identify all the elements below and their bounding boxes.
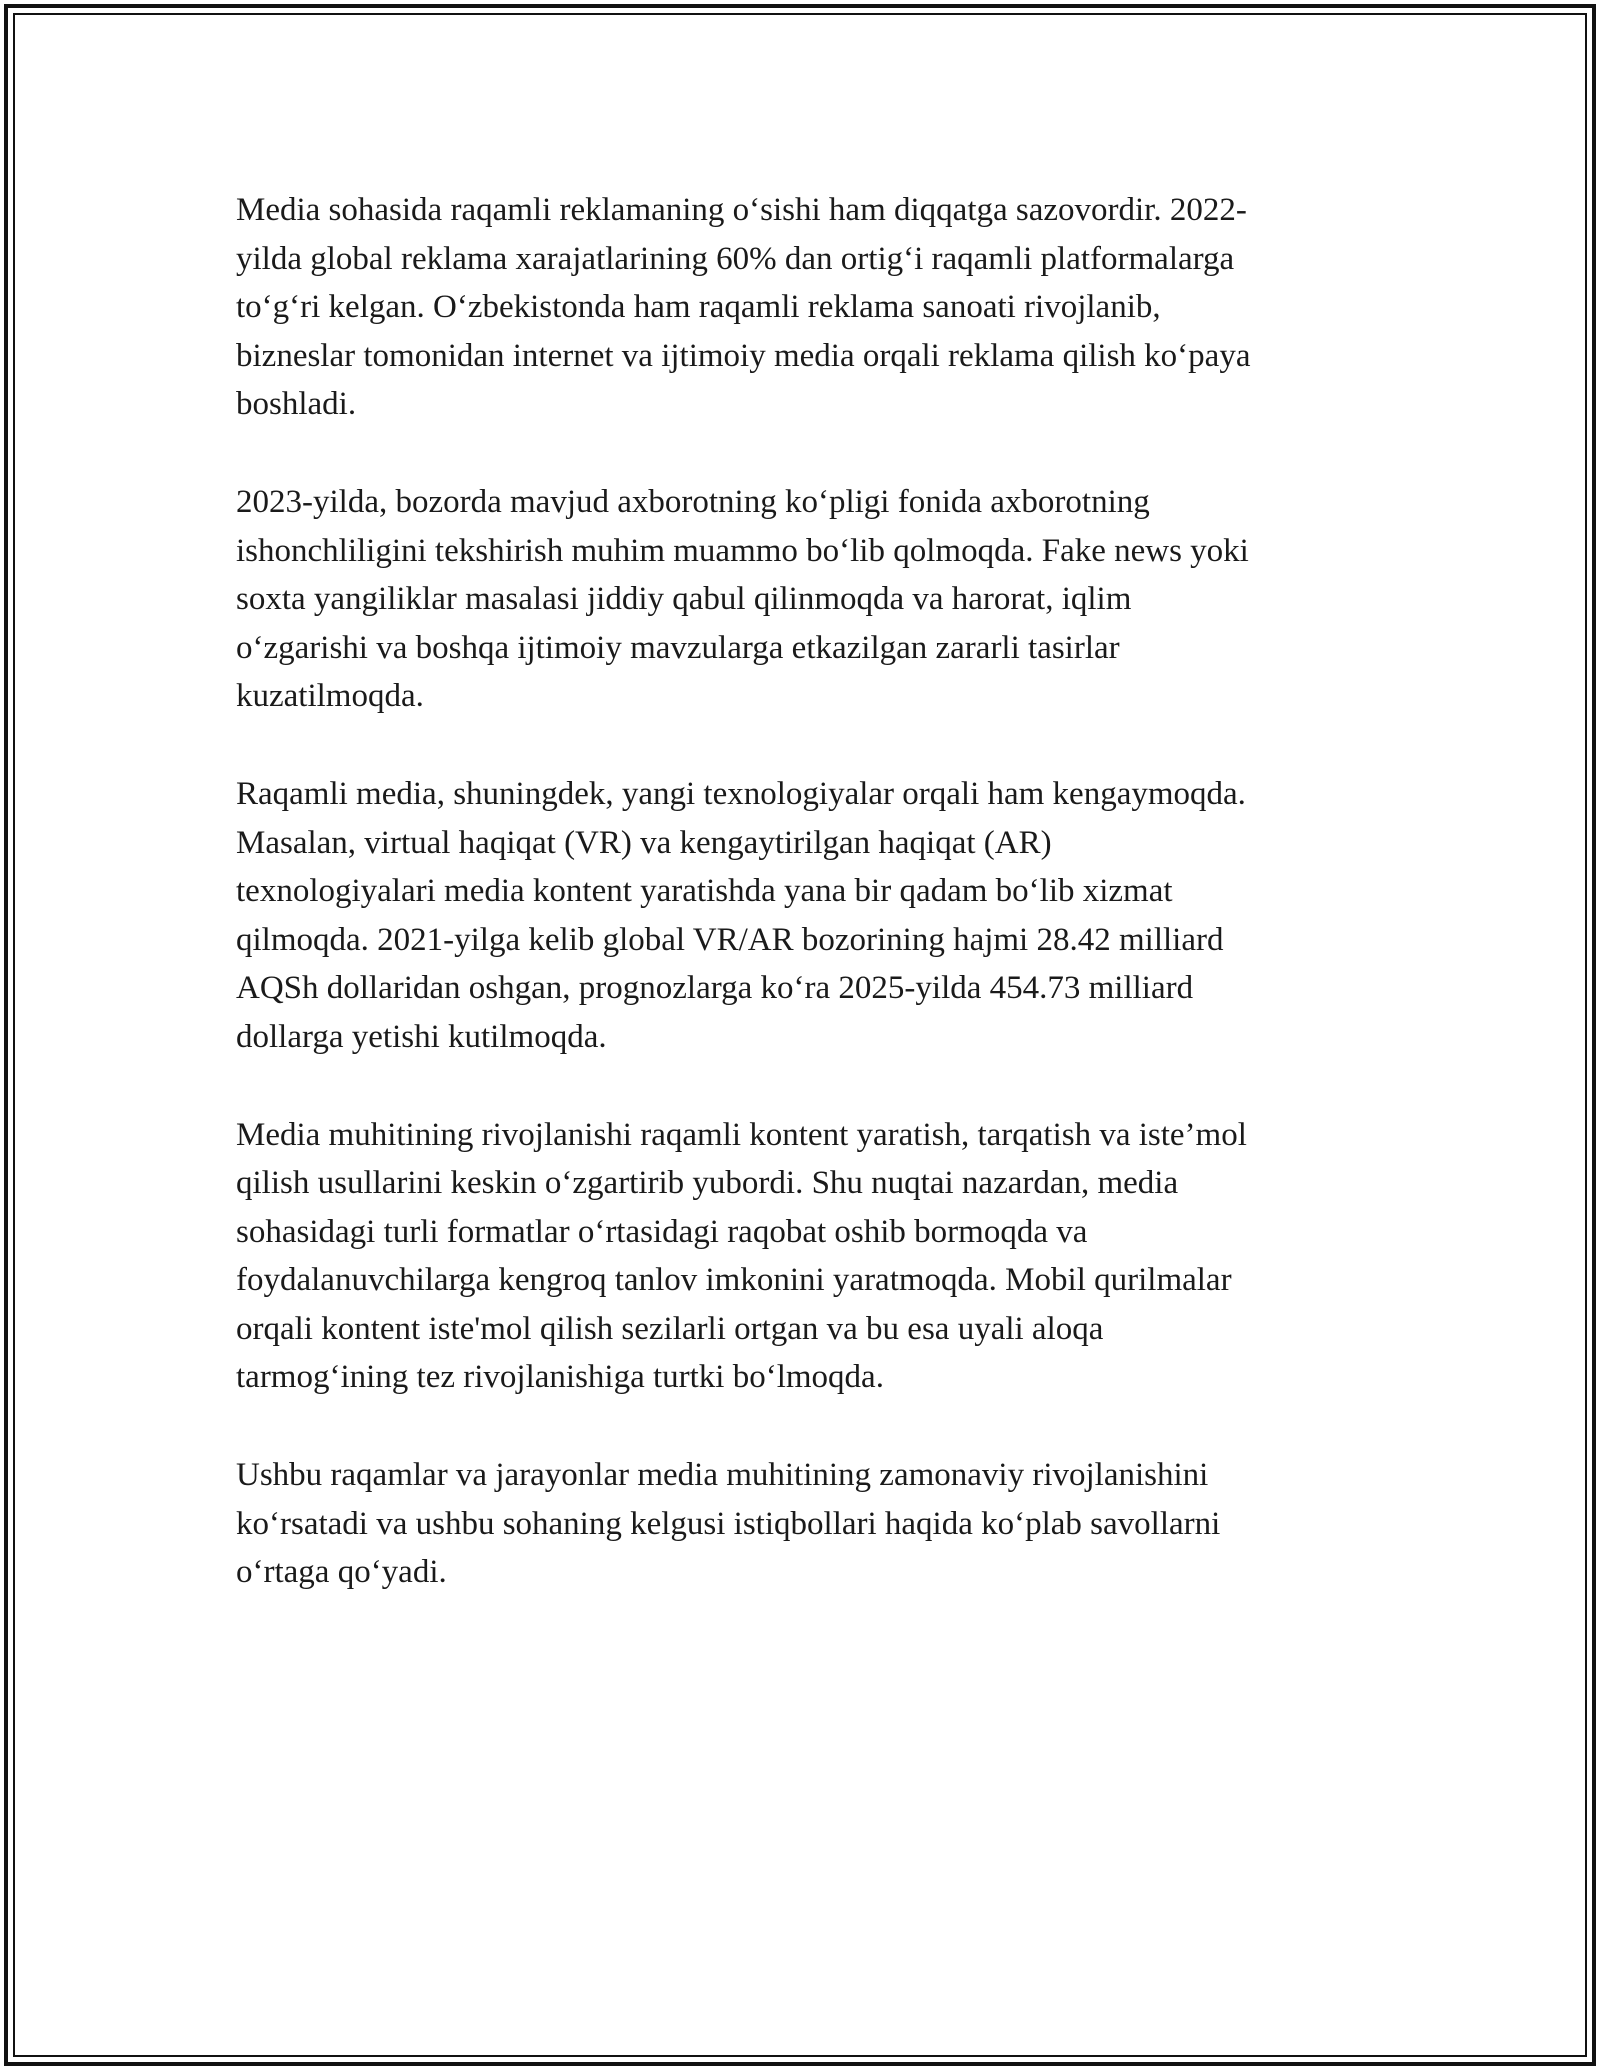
text-line: to‘g‘ri kelgan. O‘zbekistonda ham raqamli reklama sanoati rivojlanib, xyxy=(236,289,1161,326)
text-line: bizneslar tomonidan internet va ijtimoiy media orqali reklama qilish ko‘paya xyxy=(236,337,1251,374)
text-line: orqali kontent iste'mol qilish sezilarli ortgan va bu esa uyali aloqa xyxy=(236,1310,1104,1347)
text-line: boshladi. xyxy=(236,386,357,423)
text-line: ishonchliligini tekshirish muhim muammo bo‘lib qolmoqda. Fake news yoki xyxy=(236,532,1249,569)
text-line: texnologiyalari media kontent yaratishda yana bir qadam bo‘lib xizmat xyxy=(236,873,1173,910)
paragraph-media-environment xyxy=(236,1111,1376,1403)
text-line: Media sohasida raqamli reklamaning o‘sishi ham diqqatga sazovordir. 2022- xyxy=(236,192,1247,228)
paragraph-vr-ar xyxy=(236,770,1376,1062)
text-line: Masalan, virtual haqiqat (VR) va kengaytirilgan haqiqat (AR) xyxy=(236,824,1052,861)
text-line: qilmoqda. 2021-yilga kelib global VR/AR bozorining hajmi 28.42 milliard xyxy=(236,921,1224,958)
text-line: Raqamli media, shuningdek, yangi texnologiyalar orqali ham kengaymoqda. xyxy=(236,775,1246,812)
text-line: 2023-yilda, bozorda mavjud axborotning ko‘pligi fonida axborotning xyxy=(236,483,1150,520)
paragraph-digital-advertising xyxy=(236,186,1376,429)
text-line: sohasidagi turli formatlar o‘rtasidagi raqobat oshib bormoqda va xyxy=(236,1213,1088,1250)
text-line: foydalanuvchilarga kengroq tanlov imkonini yaratmoqda. Mobil qurilmalar xyxy=(236,1262,1232,1299)
text-line: tarmog‘ining tez rivojlanishiga turtki bo‘lmoqda. xyxy=(236,1359,884,1396)
text-line: yilda global reklama xarajatlarining 60% dan ortig‘i raqamli platformalarga xyxy=(236,240,1235,277)
text-line: Ushbu raqamlar va jarayonlar media muhitining zamonaviy rivojlanishini xyxy=(236,1457,1209,1494)
text-line: kuzatilmoqda. xyxy=(236,678,424,715)
document-body xyxy=(236,186,1376,1646)
text-line: o‘zgarishi va boshqa ijtimoiy mavzularga etkazilgan zararli tasirlar xyxy=(236,629,1120,666)
text-line: ko‘rsatadi va ushbu sohaning kelgusi istiqbollari haqida ko‘plab savollarni xyxy=(236,1505,1221,1542)
text-line: soxta yangiliklar masalasi jiddiy qabul qilinmoqda va harorat, iqlim xyxy=(236,581,1132,618)
text-line: dollarga yetishi kutilmoqda. xyxy=(236,1018,607,1055)
text-line: o‘rtaga qo‘yadi. xyxy=(236,1554,447,1591)
paragraph-conclusion xyxy=(236,1451,1376,1597)
paragraph-fake-news xyxy=(236,478,1376,721)
text-line: Media muhitining rivojlanishi raqamli kontent yaratish, tarqatish va iste’mol xyxy=(236,1116,1247,1153)
text-line: qilish usullarini keskin o‘zgartirib yubordi. Shu nuqtai nazardan, media xyxy=(236,1165,1179,1202)
text-line: AQSh dollaridan oshgan, prognozlarga ko‘ra 2025-yilda 454.73 milliard xyxy=(236,970,1194,1007)
